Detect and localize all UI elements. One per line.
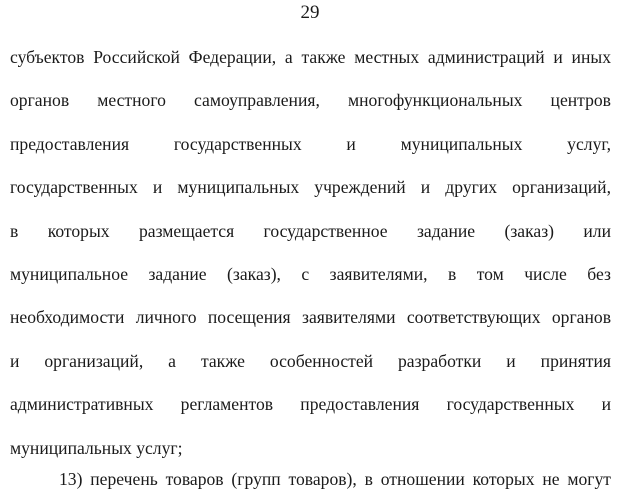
- body-text: [10, 44, 611, 478]
- text-line: муниципальное задание (заказ), с заявителями, в том числе без: [10, 263, 611, 284]
- page-number: 29: [300, 2, 320, 23]
- text-line: необходимости личного посещения заявителями соответствующих органов: [10, 307, 611, 328]
- paragraph-13-start: 13) перечень товаров (групп товаров), в отношении которых не могут: [59, 469, 611, 489]
- text-line: предоставления государственных и муниципальных услуг,: [10, 133, 611, 154]
- text-line: в которых размещается государственное задание (заказ) или: [10, 220, 611, 241]
- text-line: органов местного самоуправления, многофункциональных центров: [10, 90, 611, 111]
- text-line: и организаций, а также особенностей разработки и принятия: [10, 350, 611, 371]
- text-line: субъектов Российской Федерации, а также местных администраций и иных: [10, 47, 611, 67]
- text-line: государственных и муниципальных учреждений и других организаций,: [10, 177, 611, 198]
- text-line: административных регламентов предоставления государственных и: [10, 394, 611, 415]
- text-line: муниципальных услуг;: [10, 437, 183, 458]
